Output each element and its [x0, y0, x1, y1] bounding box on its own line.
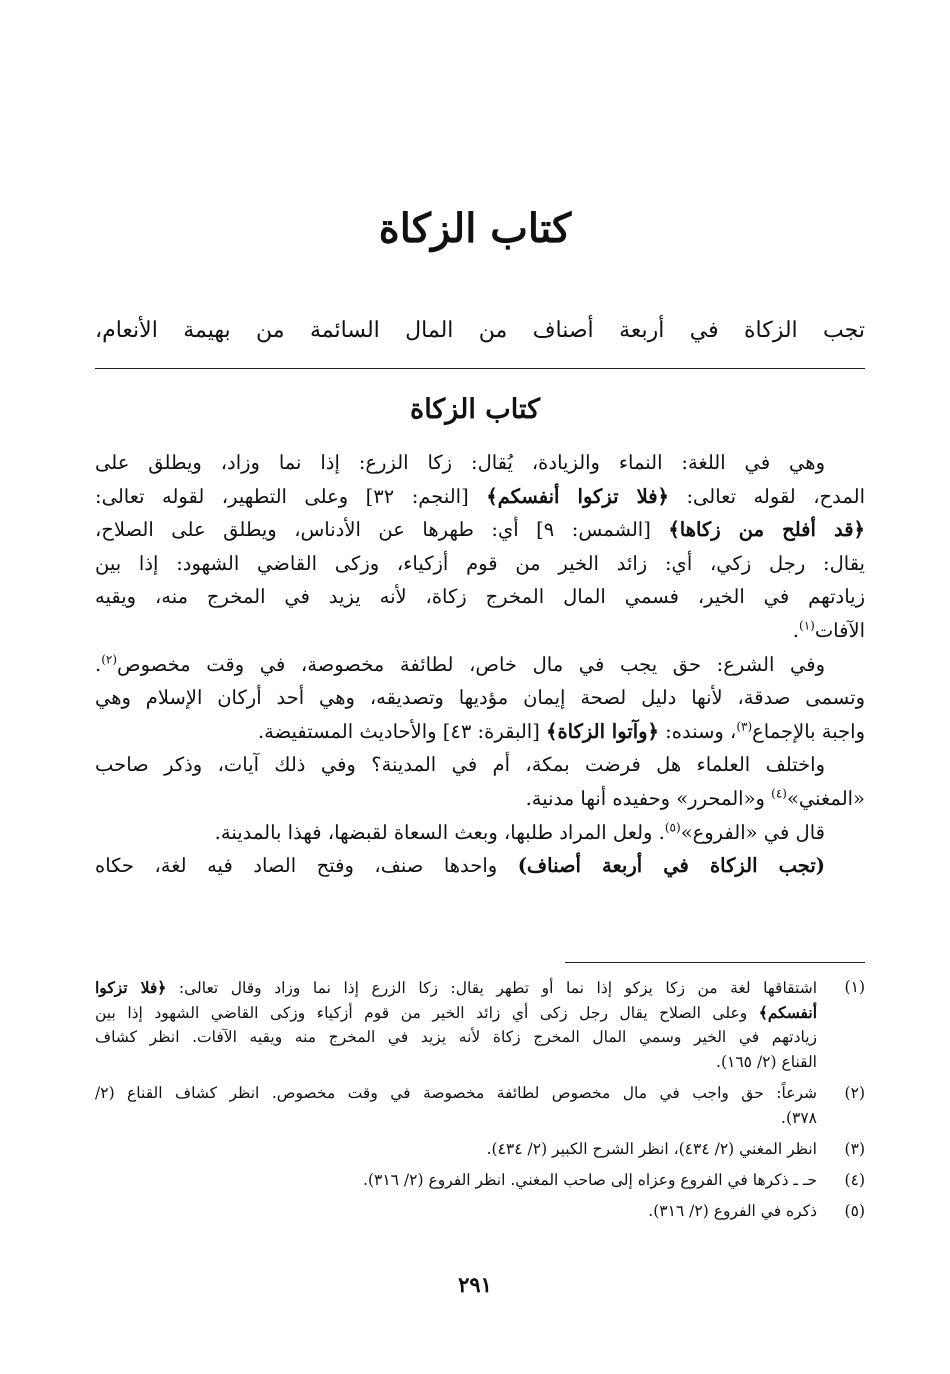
body-line: «المغني»$^{(٤)}$ و«المحرر» وحفيده أنها مدنية.: [525, 786, 865, 810]
body-line: الآفات$^{(١)}$.: [792, 618, 865, 642]
commentary-body: [95, 446, 865, 883]
body-line: المدح، لقوله تعالى: ﴿فلا تزكوا أنفسكم﴾ [النجم: ٣٢] وعلى التطهير، لقوله تعالى:: [95, 484, 865, 508]
footnote-line: أنفسكم﴾ وعلى الصلاح يقال رجل زكى أي زائد الخير من قوم أزكياء وزكى القاضي الشهود إذا بين: [95, 1003, 817, 1022]
matn-divider: [95, 368, 865, 369]
quran-quote: ﴿قد أفلح من زكاها﴾: [668, 518, 865, 542]
body-line: واختلف العلماء هل فرضت بمكة، أم في المدينة؟ وفي ذلك آيات، وذكر صاحب: [95, 753, 825, 777]
body-line: وفي الشرع: حق يجب في مال خاص، لطائفة مخصوصة، في وقت مخصوص$^{(٢)}$.: [95, 652, 825, 676]
matn-text: تجب الزكاة في أربعة أصناف من المال السائمة من بهيمة الأنعام،: [95, 318, 865, 343]
body-line: وهي في اللغة: النماء والزيادة، يُقال: زكا الزرع: إذا نما وزاد، ويطلق على: [95, 451, 825, 474]
footnote: [95, 975, 865, 1075]
footnote: [95, 1199, 865, 1224]
footnote-line: شرعاً: حق واجب في مال مخصوص لطائفة مخصوصة في وقت مخصوص. انظر كشاف القناع (٢/: [95, 1084, 817, 1102]
book-title: كتاب الزكاة: [378, 205, 572, 252]
footnotes: [95, 975, 865, 1230]
footnote-ref[interactable]: (٥): [664, 820, 681, 835]
footnote-ref[interactable]: (٤): [771, 786, 787, 801]
body-line: واجبة بالإجماع$^{(٣)}$، وسنده: ﴿وآتوا الزكاة﴾ [البقرة: ٤٣] والأحاديث المستفيضة.: [257, 719, 865, 743]
footnote: [95, 1168, 865, 1193]
footnote-line: حـ ـ ذكرها في الفروع وعزاه إلى صاحب المغني. انظر الفروع (٢/ ٣١٦).: [363, 1171, 817, 1189]
footnote-number: (٣): [844, 1140, 865, 1158]
body-line: يقال: رجل زكي، أي: زائد الخير من قوم أزكياء، وزكى القاضي الشهود: إذا بين: [95, 551, 865, 575]
body-line: قال في «الفروع»$^{(٥)}$. ولعل المراد طلبها، وبعث السعاة لقبضها، فهذا بالمدينة.: [214, 820, 825, 844]
footnote-line: القناع (٢/ ١٦٥).: [716, 1053, 817, 1071]
footnote-line: ٣٧٨).: [781, 1109, 817, 1127]
footnote: [95, 1081, 865, 1131]
footnote-line: زيادتهم في الخير وسمي المال المخرج زكاة لأنه يزيد في المخرج منه ويقيه الآفات. انظر كشاف: [95, 1028, 817, 1046]
body-line: (تجب الزكاة في أربعة أصناف) واحدها صنف، وفتح الصاد فيه لغة، حكاه: [95, 854, 825, 878]
footnote-ref[interactable]: (١): [799, 618, 815, 633]
footnote-ref[interactable]: (٣): [736, 719, 753, 734]
footnote-ref[interactable]: (٢): [101, 652, 118, 667]
footnote-number: (٥): [844, 1202, 865, 1220]
quran-quote: ﴿وآتوا الزكاة﴾: [546, 719, 659, 743]
footnote-line: ذكره في الفروع (٢/ ٣١٦).: [648, 1202, 817, 1220]
body-line: ﴿قد أفلح من زكاها﴾ [الشمس: ٩] أي: طهرها عن الأدناس، ويطلق على الصلاح،: [95, 518, 865, 542]
quran-quote: ﴿فلا تزكوا أنفسكم﴾: [486, 484, 669, 508]
footnote-divider: [565, 962, 865, 963]
body-line: وتسمى صدقة، لأنها دليل لصحة إيمان مؤديها وتصديقه، وهي أحد أركان الإسلام وهي: [95, 686, 865, 710]
footnote-number: (٤): [844, 1171, 865, 1189]
section-title: كتاب الزكاة: [410, 394, 540, 425]
page-number: ٢٩١: [458, 1272, 492, 1297]
body-line: زيادتهم في الخير، فسمي المال المخرج زكاة، لأنه يزيد في المخرج منه، ويقيه: [95, 585, 865, 609]
footnote-number: (١): [844, 978, 865, 996]
footnote-number: (٢): [844, 1084, 865, 1102]
footnote-line: انظر المغني (٢/ ٤٣٤)، انظر الشرح الكبير (٢/ ٤٣٤).: [486, 1140, 817, 1158]
footnote: [95, 1137, 865, 1162]
matn-quote: (تجب الزكاة في أربعة أصناف): [517, 854, 825, 878]
footnote-line: اشتقاقها لغة من زكا يزكو إذا نما أو تطهر يقال: زكا الزرع إذا نما وزاد وقال تعالى: ﴿فلا تزكوا: [95, 978, 817, 997]
